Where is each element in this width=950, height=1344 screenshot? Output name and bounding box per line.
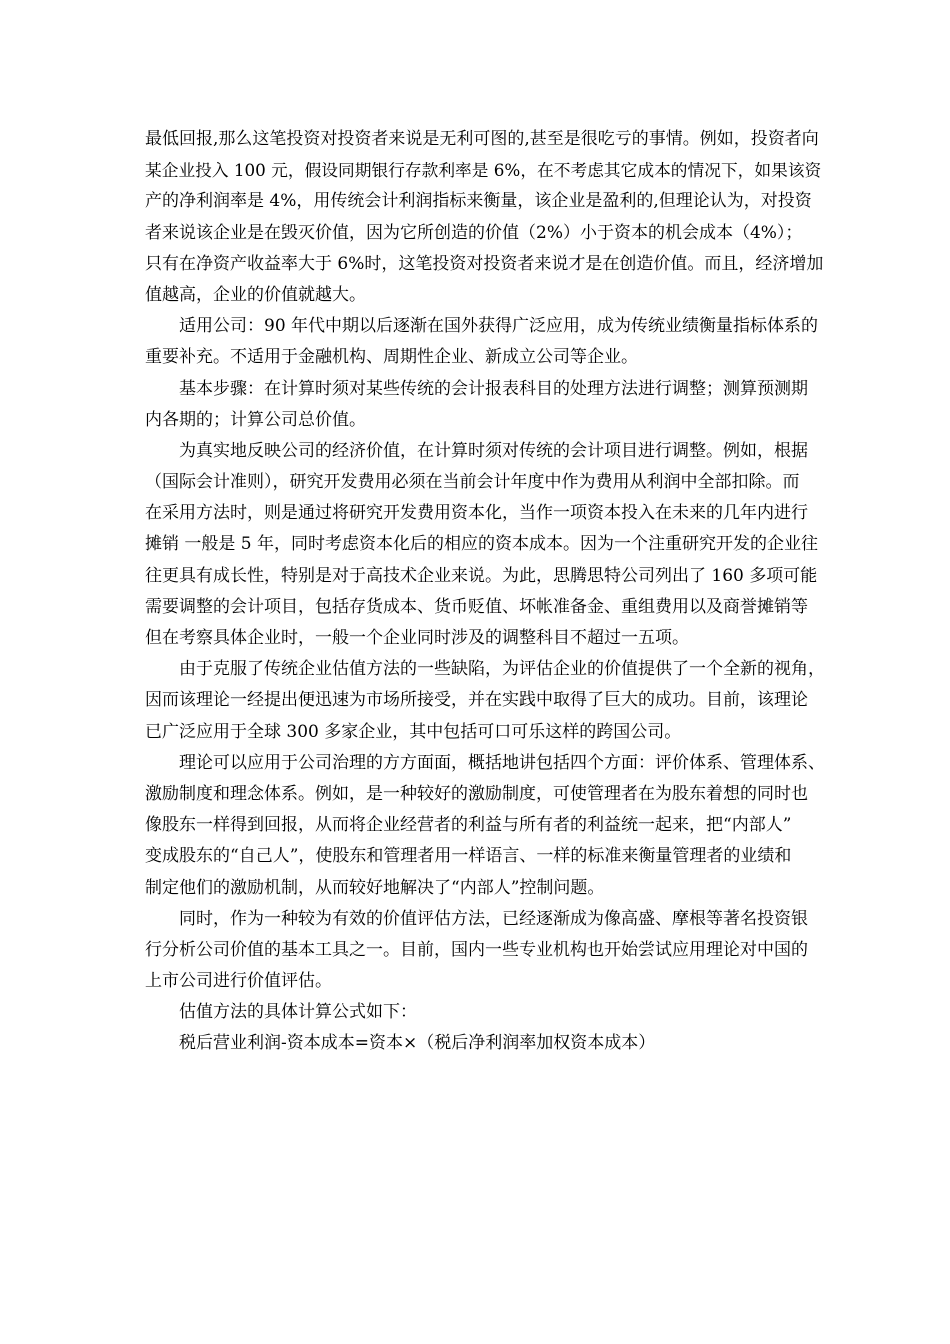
text-line: 由于克服了传统企业估值方法的一些缺陷，为评估企业的价值提供了一个全新的视角，	[179, 659, 825, 680]
text-line: 上市公司进行价值评估。	[145, 971, 332, 992]
text-line: 理论可以应用于公司治理的方方面面，概括地讲包括四个方面：评价体系、管理体系、	[179, 752, 825, 773]
formula-line: 税后营业利润-资本成本=资本×（税后净利润率加权资本成本）	[179, 1033, 656, 1054]
text-line: 同时，作为一种较为有效的价值评估方法，已经逐渐成为像高盛、摩根等著名投资银	[179, 908, 808, 929]
text-line: 只有在净资产收益率大于 6%时，这笔投资对投资者来说才是在创造价值。而且，经济增加	[145, 253, 824, 274]
text-line: 最低回报,那么这笔投资对投资者来说是无利可图的,甚至是很吃亏的事情。例如，投资者向	[145, 129, 819, 149]
text-line: 制定他们的激励机制，从而较好地解决了“内部人”控制问题。	[145, 877, 605, 898]
text-line: 需要调整的会计项目，包括存货成本、货币贬值、坏帐准备金、重组费用以及商誉摊销等	[145, 596, 808, 617]
text-line: 内各期的；计算公司总价值。	[145, 409, 366, 430]
text-line: 产的净利润率是 4%，用传统会计利润指标来衡量，该企业是盈利的,但理论认为，对投资	[145, 191, 812, 212]
text-line: 摊销 一般是 5 年，同时考虑资本化后的相应的资本成本。因为一个注重研究开发的企业往	[145, 534, 819, 555]
text-line: 像股东一样得到回报，从而将企业经营者的利益与所有者的利益统一起来，把“内部人”	[145, 815, 792, 836]
text-line: 适用公司：90 年代中期以后逐渐在国外获得广泛应用，成为传统业绩衡量指标体系的	[179, 316, 819, 337]
text-line: 值越高，企业的价值就越大。	[145, 284, 366, 305]
text-line: 在采用方法时，则是通过将研究开发费用资本化，当作一项资本投入在未来的几年内进行	[145, 503, 808, 524]
text-line: 为真实地反映公司的经济价值，在计算时须对传统的会计项目进行调整。例如，根据	[179, 440, 808, 461]
text-line: 重要补充。不适用于金融机构、周期性企业、新成立公司等企业。	[145, 347, 638, 368]
text-line: 估值方法的具体计算公式如下：	[179, 1002, 417, 1023]
text-line: 者来说该企业是在毁灭价值，因为它所创造的价值（2%）小于资本的机会成本（4%）；	[145, 222, 803, 243]
text-line: （国际会计准则），研究开发费用必须在当前会计年度中作为费用从利润中全部扣除。而	[145, 472, 800, 493]
text-line: 变成股东的“自己人”，使股东和管理者用一样语言、一样的标准来衡量管理者的业绩和	[145, 846, 792, 867]
text-line: 基本步骤：在计算时须对某些传统的会计报表科目的处理方法进行调整；测算预测期	[179, 378, 808, 399]
text-line: 已广泛应用于全球 300 多家企业，其中包括可口可乐这样的跨国公司。	[145, 721, 682, 742]
text-line: 往更具有成长性，特别是对于高技术企业来说。为此，思腾思特公司列出了 160 多项可能	[145, 565, 818, 586]
text-line: 激励制度和理念体系。例如，是一种较好的激励制度，可使管理者在为股东着想的同时也	[145, 783, 808, 804]
text-line: 但在考察具体企业时，一般一个企业同时涉及的调整科目不超过一五项。	[145, 628, 689, 648]
text-line: 某企业投入 100 元，假设同期银行存款利率是 6%，在不考虑其它成本的情况下，如果该资	[145, 160, 822, 181]
document-body	[145, 124, 825, 1060]
text-line: 行分析公司价值的基本工具之一。目前，国内一些专业机构也开始尝试应用理论对中国的	[145, 939, 808, 960]
text-line: 因而该理论一经提出便迅速为市场所接受，并在实践中取得了巨大的成功。目前，该理论	[145, 690, 808, 711]
